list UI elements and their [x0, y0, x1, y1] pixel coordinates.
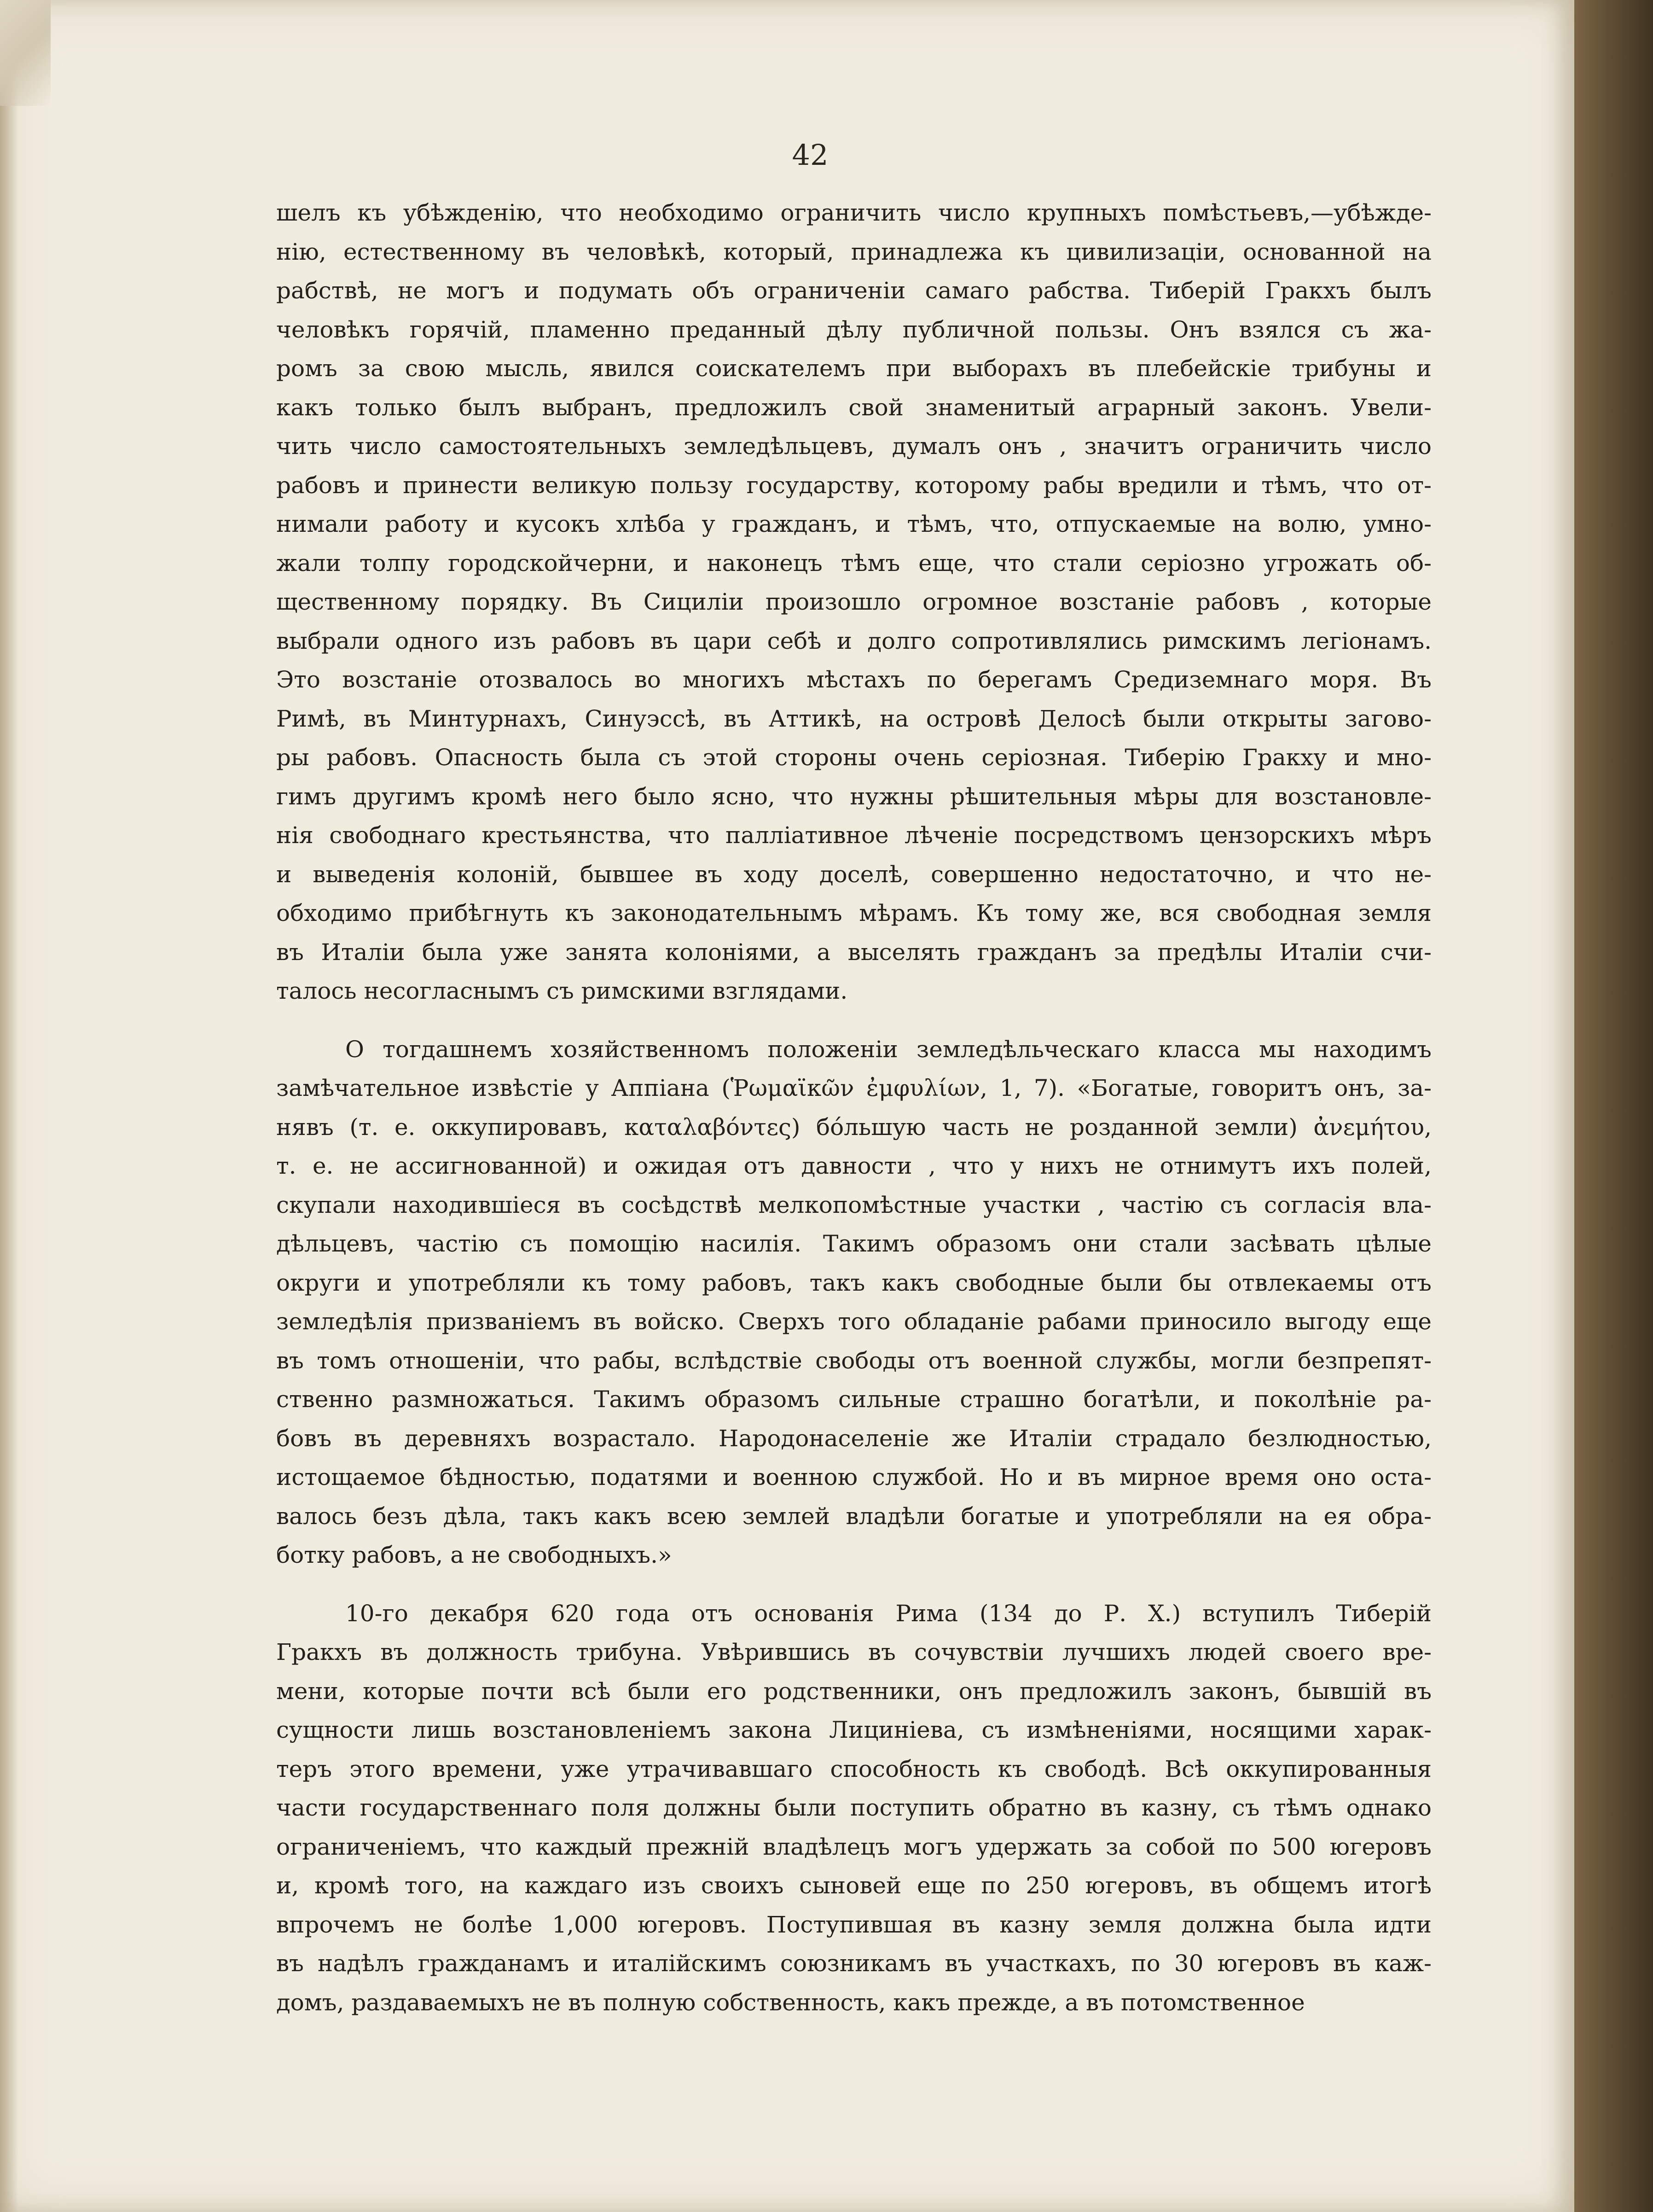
- text-line: нявъ (т. е. оккупировавъ, καταλαβόντες) бóльшую часть не розданной земли) ἀνεμήτου,: [276, 1113, 1432, 1141]
- text-line: рабовъ и принести великую пользу государству, которому рабы вредили и тѣмъ, что от-: [276, 472, 1432, 499]
- text-line: части государственнаго поля должны были поступить обратно въ казну, съ тѣмъ однако: [276, 1794, 1432, 1821]
- text-line: ственно размножаться. Такимъ образомъ сильные страшно богатѣли, и поколѣніе ра-: [276, 1386, 1432, 1413]
- body-text: [276, 193, 1432, 2022]
- text-line: ботку рабовъ, а не свободныхъ.»: [276, 1542, 672, 1568]
- text-line: и, кромѣ того, на каждаго изъ своихъ сыновей еще по 250 югеровъ, въ общемъ итогѣ: [276, 1872, 1432, 1899]
- text-line: теръ этого времени, уже утрачивавшаго способность къ свободѣ. Всѣ оккупированныя: [276, 1755, 1432, 1782]
- text-line: нію, естественному въ человѣкѣ, который, принадлежа къ цивилизаціи, основанной на: [276, 238, 1432, 265]
- text-line: 10-го декабря 620 года отъ основанія Рима (134 до Р. Х.) вступилъ Тиберій: [345, 1600, 1432, 1627]
- text-line: ры рабовъ. Опасность была съ этой стороны очень серіозная. Тиберію Гракху и мно-: [276, 744, 1432, 771]
- text-line: талось несогласнымъ съ римскими взглядами.: [276, 978, 848, 1004]
- text-line: жали толпу городскойчерни, и наконецъ тѣмъ еще, что стали серіозно угрожать об-: [276, 549, 1432, 576]
- text-line: сущности лишь возстановленіемъ закона Лициніева, съ измѣненіями, носящими харак-: [276, 1717, 1432, 1743]
- text-line: въ Италіи была уже занята колоніями, а выселять гражданъ за предѣлы Италіи счи-: [276, 938, 1432, 966]
- text-line: въ томъ отношеніи, что рабы, вслѣдствіе свободы отъ военной службы, могли безпрепят-: [276, 1347, 1432, 1374]
- page-number: 42: [792, 138, 829, 172]
- text-line: шелъ къ убѣжденію, что необходимо ограничить число крупныхъ помѣстьевъ,—убѣжде-: [276, 199, 1432, 226]
- text-line: ромъ за свою мысль, явился соискателемъ при выборахъ въ плебейскіе трибуны и: [276, 355, 1432, 382]
- page-corner-fold: [0, 0, 51, 106]
- text-line: человѣкъ горячій, пламенно преданный дѣлу публичной пользы. Онъ взялся съ жа-: [276, 316, 1432, 343]
- text-line: нія свободнаго крестьянства, что палліативное лѣченіе посредствомъ цензорскихъ мѣръ: [276, 822, 1432, 849]
- text-line: Римѣ, въ Минтурнахъ, Синуэссѣ, въ Аттикѣ, на островѣ Делосѣ были открыты загово-: [276, 705, 1432, 732]
- text-line: О тогдашнемъ хозяйственномъ положеніи земледѣльческаго класса мы находимъ: [345, 1036, 1432, 1063]
- text-line: дѣльцевъ, частію съ помощію насилія. Такимъ образомъ они стали засѣвать цѣлые: [276, 1230, 1432, 1257]
- text-line: замѣчательное извѣстіе у Аппіана (Ῥωμαϊκῶν ἐμφυλίων, 1, 7). «Богатые, говоритъ онъ, за-: [276, 1075, 1432, 1101]
- text-line: гимъ другимъ кромѣ него было ясно, что нужны рѣшительныя мѣры для возстановле-: [276, 783, 1432, 810]
- text-line: впрочемъ не болѣе 1,000 югеровъ. Поступившая въ казну земля должна была идти: [276, 1911, 1432, 1938]
- text-line: скупали находившіеся въ сосѣдствѣ мелкопомѣстные участки , частію съ согласія вла-: [276, 1191, 1432, 1218]
- text-line: истощаемое бѣдностью, податями и военною службой. Но и въ мирное время оно оста-: [276, 1464, 1432, 1490]
- text-line: Гракхъ въ должность трибуна. Увѣрившись въ сочувствіи лучшихъ людей своего вре-: [276, 1639, 1432, 1665]
- paragraph-2: [276, 1030, 1432, 1575]
- text-line: рабствѣ, не могъ и подумать объ ограниченіи самаго рабства. Тиберій Гракхъ былъ: [276, 277, 1432, 304]
- text-line: щественному порядку. Въ Сициліи произошло огромное возстаніе рабовъ , которые: [276, 588, 1432, 615]
- text-line: нимали работу и кусокъ хлѣба у гражданъ, и тѣмъ, что, отпускаемые на волю, умно-: [276, 511, 1432, 537]
- text-line: въ надѣлъ гражданамъ и италійскимъ союзникамъ въ участкахъ, по 30 югеровъ въ каж-: [276, 1950, 1432, 1977]
- text-line: Это возстаніе отозвалось во многихъ мѣстахъ по берегамъ Средиземнаго моря. Въ: [276, 666, 1432, 693]
- text-line: какъ только былъ выбранъ, предложилъ свой знаменитый аграрный законъ. Увели-: [276, 394, 1432, 421]
- text-line: обходимо прибѣгнуть къ законодательнымъ мѣрамъ. Къ тому же, вся свободная земля: [276, 900, 1432, 926]
- text-line: округи и употребляли къ тому рабовъ, такъ какъ свободные были бы отвлекаемы отъ: [276, 1269, 1432, 1296]
- text-line: выбрали одного изъ рабовъ въ цари себѣ и долго сопротивлялись римскимъ легіонамъ.: [276, 627, 1432, 654]
- text-line: домъ, раздаваемыхъ не въ полную собственность, какъ прежде, а въ потомственное: [276, 1989, 1305, 2016]
- text-line: и выведенія колоній, бывшее въ ходу доселѣ, совершенно недостаточно, и что не-: [276, 861, 1432, 888]
- text-line: т. е. не ассигнованной) и ожидая отъ давности , что у нихъ не отнимутъ ихъ полей,: [276, 1153, 1432, 1179]
- text-line: мени, которые почти всѣ были его родственники, онъ предложилъ законъ, бывшій въ: [276, 1677, 1432, 1705]
- text-line: бовъ въ деревняхъ возрастало. Народонаселеніе же Италіи страдало безлюдностью,: [276, 1425, 1432, 1452]
- paragraph-3: [276, 1594, 1432, 2022]
- paragraph-1: [276, 193, 1432, 1011]
- text-line: чить число самостоятельныхъ земледѣльцевъ, думалъ онъ , значитъ ограничить число: [276, 433, 1432, 460]
- text-line: земледѣлія призваніемъ въ войско. Сверхъ того обладаніе рабами приносило выгоду еще: [276, 1308, 1432, 1335]
- text-line: ограниченіемъ, что каждый прежній владѣлецъ могъ удержать за собой по 500 югеровъ: [276, 1833, 1432, 1860]
- page-edge-shadow: [0, 0, 18, 2212]
- text-line: валось безъ дѣла, такъ какъ всею землей владѣли богатые и употребляли на ея обра-: [276, 1502, 1432, 1530]
